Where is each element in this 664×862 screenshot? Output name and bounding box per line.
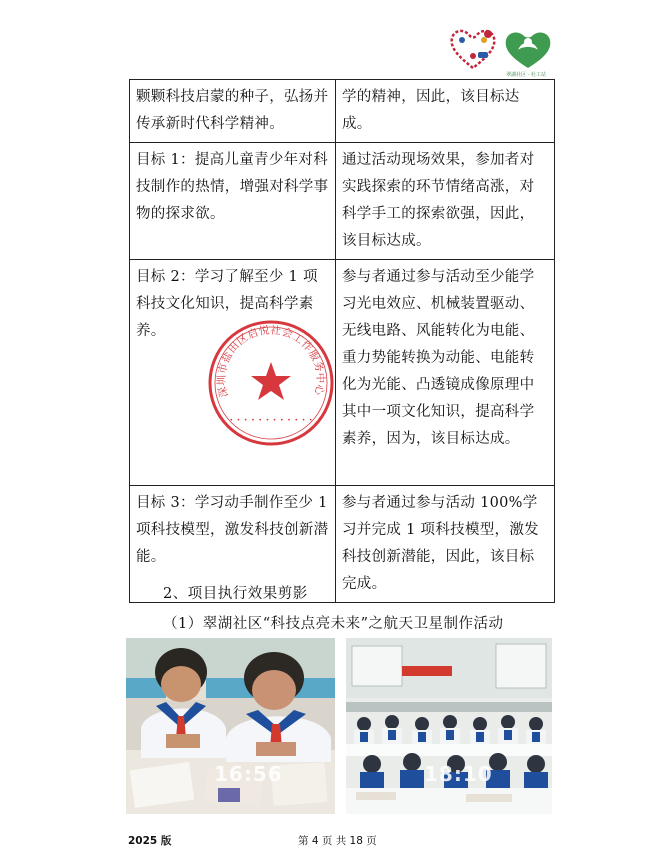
photo-timestamp: 16:56 (214, 762, 283, 786)
header-logos (448, 24, 558, 80)
result-cell: 参与者通过参与活动 100%学习并完成 1 项科技模型，激发科技创新潜能，因此，该目标完成。 (336, 486, 555, 603)
goal-cell: 目标 3：学习动手制作至少 1 项科技模型，激发科技创新潜能。 (130, 486, 336, 603)
svg-text:• • • • • • • • • • • •: • • • • • • • • • • • • (229, 417, 313, 424)
logo-caption: 翠湖社区 · 社工站 (506, 72, 546, 78)
table-row (130, 260, 555, 486)
result-cell: 学的精神，因此，该目标达成。 (336, 80, 555, 143)
activity-subheading: （1）翠湖社区“科技点亮未来”之航天卫星制作活动 (163, 616, 504, 632)
result-cell: 参与者通过参与活动至少能学习光电效应、机械装置驱动、无线电路、风能转化为电能、重力势能转换为动能、电能转化为光能、凸透镜成像原理中其中一项文化知识，提高科学素养，因为，该目标达成。 (336, 260, 555, 486)
goal-cell: 目标 1：提高儿童青少年对科技制作的热情，增强对科学事物的探求欲。 (130, 143, 336, 260)
organization-seal (206, 318, 336, 448)
photo-timestamp: 18:10 (424, 762, 493, 786)
goal-cell: 颗颗科技启蒙的种子，弘扬并传承新时代科学精神。 (130, 80, 336, 143)
seal-star-icon (251, 362, 291, 400)
goal-evaluation-table (129, 79, 555, 603)
table-row (130, 143, 555, 260)
activity-photo-boys (126, 638, 335, 814)
page-number: 第 4 页 共 18 页 (298, 835, 377, 847)
document-version: 2025 版 (128, 835, 172, 847)
heart-logo-icon (448, 26, 498, 72)
section-heading: 2、项目执行效果剪影 (163, 586, 308, 602)
table-row (130, 80, 555, 143)
seal-text: 深圳市盐田区启悦社会工作服务中心 (215, 324, 327, 399)
result-cell: 通过活动现场效果，参加者对实践探索的环节情绪高涨，对科学手工的探索欲强，因此，该目标达成。 (336, 143, 555, 260)
community-logo-icon (500, 28, 556, 72)
activity-photo-classroom (346, 638, 552, 814)
goal-cell: 目标 2：学习了解至少 1 项科技文化知识，提高科学素养。 (130, 260, 336, 486)
